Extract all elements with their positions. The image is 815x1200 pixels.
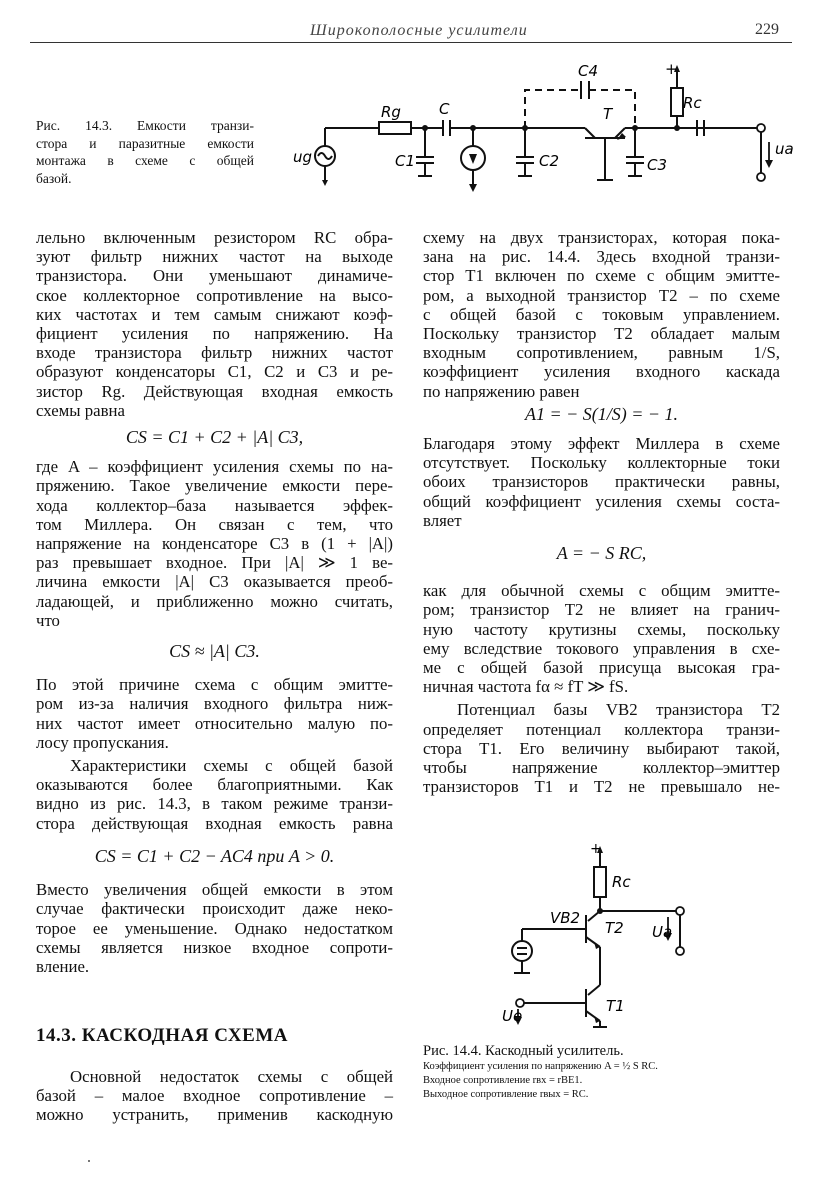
caption-title: Рис. 14.4. Каскодный усилитель. (423, 1043, 624, 1059)
page-number: 229 (755, 21, 779, 38)
text-line: ладающей, и приближенно можно считать, (36, 591, 393, 611)
caption-note: Коэффициент усиления по напряжению A = ½ S RC. (423, 1061, 658, 1072)
label-rg: Rg (381, 103, 401, 121)
text-line: ром из-за наличия входного фильтра ниж- (36, 694, 393, 714)
text-line: обоих транзисторов практически равны, (423, 472, 780, 492)
text-line: вляет (423, 510, 462, 530)
text-line: пряжению. Такое увеличение емкости пере- (36, 476, 393, 496)
text-line: зана на рис. 14.4. Здесь входной транзи- (423, 247, 780, 267)
fig2-label-ue: Ue (502, 1007, 523, 1025)
text-line: стора действующая входная емкость равна (36, 813, 393, 833)
fig2-label-rc: Rc (612, 873, 631, 891)
figure-14-3-circuit (285, 62, 795, 197)
text-line: входе транзистора фильтр нижних частот (36, 343, 393, 363)
caption-note: Выходное сопротивление rвых = RC. (423, 1089, 589, 1100)
caption-line: Рис. 14.3. Емкости транзи- (36, 118, 254, 133)
label-rc: Rc (683, 94, 702, 112)
text-line: ких частотах и тем самым снижают коэф- (36, 304, 393, 324)
fig2-label-plus: + (590, 841, 602, 857)
text-line: Основной недостаток схемы с общей (70, 1067, 393, 1086)
label-ua: ua (775, 140, 794, 158)
header-rule (30, 42, 792, 43)
text-line: ром, а выходной транзистор T2 – по схеме (423, 285, 780, 305)
text-line: напряжение на конденсаторе C3 в (1 + |A|) (36, 534, 393, 554)
text-line: транзистора. Они уменьшают динамиче- (36, 266, 393, 286)
label-c: C (439, 100, 450, 118)
text-line: личина емкости |A| C3 оказывается преоб- (36, 572, 393, 592)
text-line: транзисторов T1 и T2 не превышало не- (423, 777, 780, 797)
text-line: базой – малое входное сопротивление – (36, 1086, 393, 1106)
text-line: вление. (36, 956, 90, 976)
text-line: ское коллекторное сопротивление на высо- (36, 285, 393, 305)
figure-14-4-circuit (500, 841, 700, 1030)
equation-a: A = − S RC, (556, 543, 647, 564)
text-line: Благодаря этому эффект Миллера в схеме (423, 434, 780, 454)
label-ug: ug (293, 148, 313, 166)
speck (88, 1160, 90, 1162)
text-line: раз превышает входное. При |A| ≫ 1 ве- (36, 553, 393, 573)
text-line: отсутствует. Поскольку коллекторные токи (423, 453, 780, 473)
text-line: коэффициент усиления входного каскада (423, 362, 780, 382)
equation-a1: A1 = − S(1/S) = − 1. (524, 403, 679, 424)
text-line: зуют фильтр нижних частот на выходе (36, 247, 393, 267)
text-line: них частот имеет относительно малую по- (36, 713, 393, 733)
text-line: оказываются более благоприятными. Как (36, 775, 393, 795)
running-title: Широкополосные усилители (310, 22, 528, 39)
figure-14-4-caption (423, 1042, 658, 1102)
text-line: по напряжению равен (423, 381, 580, 401)
fig2-label-ua: Ua (652, 923, 673, 941)
text-line: ную частоту крутизны схемы, поскольку (423, 619, 780, 639)
text-line: лосу пропускания. (36, 732, 169, 752)
text-line: ром; транзистор T2 не влияет на гранич- (423, 600, 780, 620)
left-column (36, 228, 393, 976)
text-line: хода коллектор–база называется эффек- (36, 495, 393, 515)
text-line: ме с общей базой присуща высокая гра- (423, 658, 780, 678)
text-line: ему вследствие токового управления в схе- (423, 638, 780, 658)
text-line: Характеристики схемы с общей базой (70, 756, 393, 776)
text-line: Поскольку транзистор T2 обладает малым (423, 324, 780, 344)
text-line: входным сопротивлением, равным 1/S, (423, 343, 780, 363)
text-line: случае фактически происходит даже неко- (36, 899, 393, 919)
text-line: том Миллера. Он связан с тем, что (36, 514, 393, 534)
text-line: Вместо увеличения общей емкости в этом (36, 880, 393, 900)
caption-line: стора и паразитные емкости (36, 135, 254, 151)
text-line: стор T1 включен по схеме с общим эмитте- (423, 266, 780, 286)
left-column-bottom (36, 1067, 393, 1125)
equation-cs: CS = C1 + C2 + |A| C3, (125, 427, 304, 448)
label-c2: C2 (539, 152, 560, 170)
text-line: фициент усиления по напряжению. На (36, 324, 393, 344)
caption-line: базой. (36, 170, 72, 186)
text-line: ничная частота fα ≈ fT ≫ fS. (423, 677, 629, 697)
text-line: определяет потенциал коллектора транзи- (423, 719, 780, 739)
figure-14-3-caption (36, 117, 254, 187)
text-line: По этой причине схема с общим эмитте- (36, 675, 393, 695)
fig2-label-vb2: VB2 (550, 909, 581, 927)
text-line: общий коэффициент усиления схемы соста- (423, 491, 780, 511)
fig2-label-t1: T1 (606, 997, 625, 1015)
label-c1: C1 (395, 152, 416, 170)
text-line: можно устранить, применив каскодную (36, 1105, 393, 1125)
label-plus: + (665, 60, 678, 78)
text-line: торое ее уменьшение. Однако недостатком (36, 918, 393, 938)
label-c3: C3 (647, 156, 668, 174)
caption-line: монтажа в схеме с общей (36, 153, 254, 168)
text-line: с общей базой с токовым управлением. (423, 304, 780, 324)
text-line: схему на двух транзисторах, которая пока- (423, 228, 780, 247)
section-heading: 14.3. КАСКОДНАЯ СХЕМА (36, 1025, 288, 1046)
text-line: зистор Rg. Действующая входная емкость (36, 381, 393, 401)
text-line: как для обычной схемы с общим эмитте- (423, 581, 780, 601)
text-line: чтобы напряжение коллектор–эмиттер (423, 758, 780, 778)
text-line: стора T1. Его величину выбирают такой, (423, 738, 780, 758)
text-line: схемы равна (36, 400, 125, 420)
text-line: Потенциал базы VB2 транзистора T2 (457, 700, 780, 720)
right-column (423, 228, 780, 796)
text-line: схемы является низкое входное сопроти- (36, 937, 393, 957)
equation-cs-cb: CS = C1 + C2 − AC4 при A > 0. (94, 845, 335, 866)
caption-note: Входное сопротивление rвх = rBE1. (423, 1075, 583, 1086)
fig2-label-t2: T2 (605, 919, 624, 937)
text-line: лельно включенным резистором RC обра- (36, 228, 393, 247)
label-t: T (603, 105, 613, 123)
equation-cs-approx: CS ≈ |A| C3. (169, 641, 260, 662)
text-line: где A – коэффициент усиления схемы по на- (36, 457, 393, 477)
label-c4: C4 (578, 62, 599, 80)
text-line: что (36, 610, 60, 630)
text-line: видно из рис. 14.3, в таком режиме транзи- (36, 794, 393, 814)
text-line: образуют конденсаторы C1, C2 и C3 и ре- (36, 362, 393, 382)
